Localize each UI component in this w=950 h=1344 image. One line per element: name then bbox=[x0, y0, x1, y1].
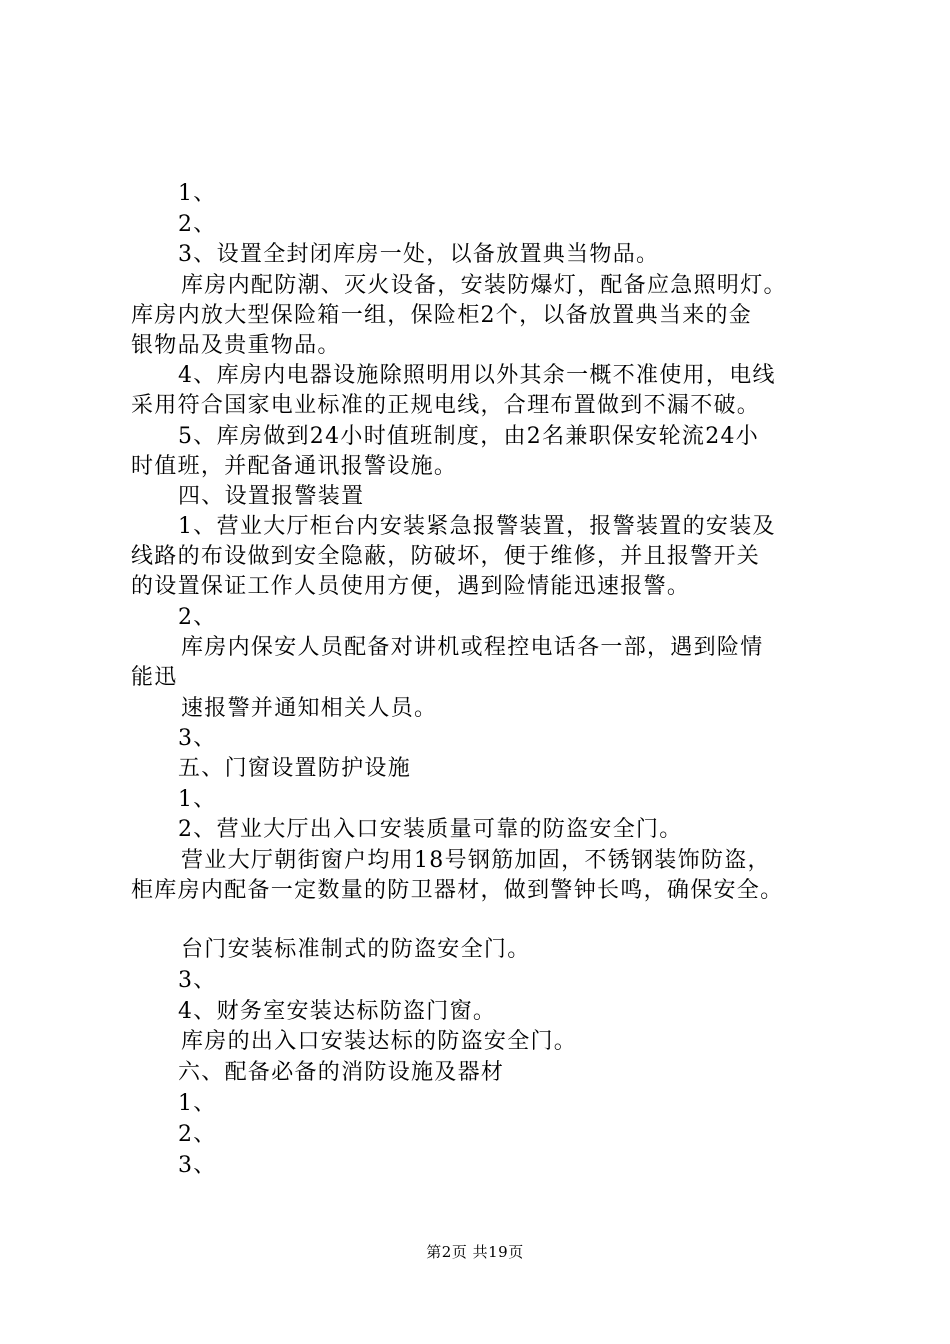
text-line: 速报警并通知相关人员。 bbox=[181, 696, 438, 721]
text-line: 2、 bbox=[178, 212, 217, 237]
text-line: 柜库房内配备一定数量的防卫器材，做到警钟长鸣，确保安全。 bbox=[131, 878, 784, 903]
text-line: 营业大厅朝街窗户均用18号钢筋加固，不锈钢装饰防盗， bbox=[181, 848, 771, 873]
text-line: 台门安装标准制式的防盗安全门。 bbox=[181, 937, 531, 962]
text-line: 能迅 bbox=[131, 665, 178, 690]
text-line: 银物品及贵重物品。 bbox=[131, 333, 341, 358]
text-line: 2、 bbox=[178, 605, 217, 630]
text-line: 3、 bbox=[178, 1153, 217, 1178]
text-line: 库房内放大型保险箱一组，保险柜2个，以备放置典当来的金 bbox=[131, 303, 753, 328]
text-line: 4、库房内电器设施除照明用以外其余一概不准使用，电线 bbox=[178, 363, 776, 388]
text-line: 3、设置全封闭库房一处，以备放置典当物品。 bbox=[178, 242, 660, 267]
text-line: 采用符合国家电业标准的正规电线，合理布置做到不漏不破。 bbox=[131, 393, 761, 418]
text-line: 1、营业大厅柜台内安装紧急报警装置，报警装置的安装及 bbox=[178, 514, 776, 539]
text-line: 2、 bbox=[178, 1122, 217, 1147]
text-line: 库房内配防潮、灭火设备，安装防爆灯，配备应急照明灯。 bbox=[181, 273, 787, 298]
text-line: 2、营业大厅出入口安装质量可靠的防盗安全门。 bbox=[178, 817, 683, 842]
text-line: 库房的出入口安装达标的防盗安全门。 bbox=[181, 1029, 578, 1054]
text-line: 1、 bbox=[178, 181, 217, 206]
section-heading: 四、设置报警装置 bbox=[178, 484, 365, 509]
text-line: 库房内保安人员配备对讲机或程控电话各一部，遇到险情 bbox=[181, 635, 764, 660]
text-line: 的设置保证工作人员使用方便，遇到险情能迅速报警。 bbox=[131, 574, 691, 599]
page-footer: 第2页 共19页 bbox=[426, 1243, 524, 1261]
section-heading: 五、门窗设置防护设施 bbox=[178, 756, 412, 781]
text-line: 3、 bbox=[178, 968, 217, 993]
text-line: 4、财务室安装达标防盗门窗。 bbox=[178, 999, 497, 1024]
section-heading: 六、配备必备的消防设施及器材 bbox=[178, 1060, 505, 1085]
text-line: 线路的布设做到安全隐蔽，防破坏，便于维修，并且报警开关 bbox=[131, 544, 761, 569]
text-line: 1、 bbox=[178, 787, 217, 812]
text-line: 3、 bbox=[178, 726, 217, 751]
text-line: 1、 bbox=[178, 1091, 217, 1116]
text-line: 5、库房做到24小时值班制度，由2名兼职保安轮流24小 bbox=[178, 424, 760, 449]
text-line: 时值班，并配备通讯报警设施。 bbox=[131, 454, 458, 479]
